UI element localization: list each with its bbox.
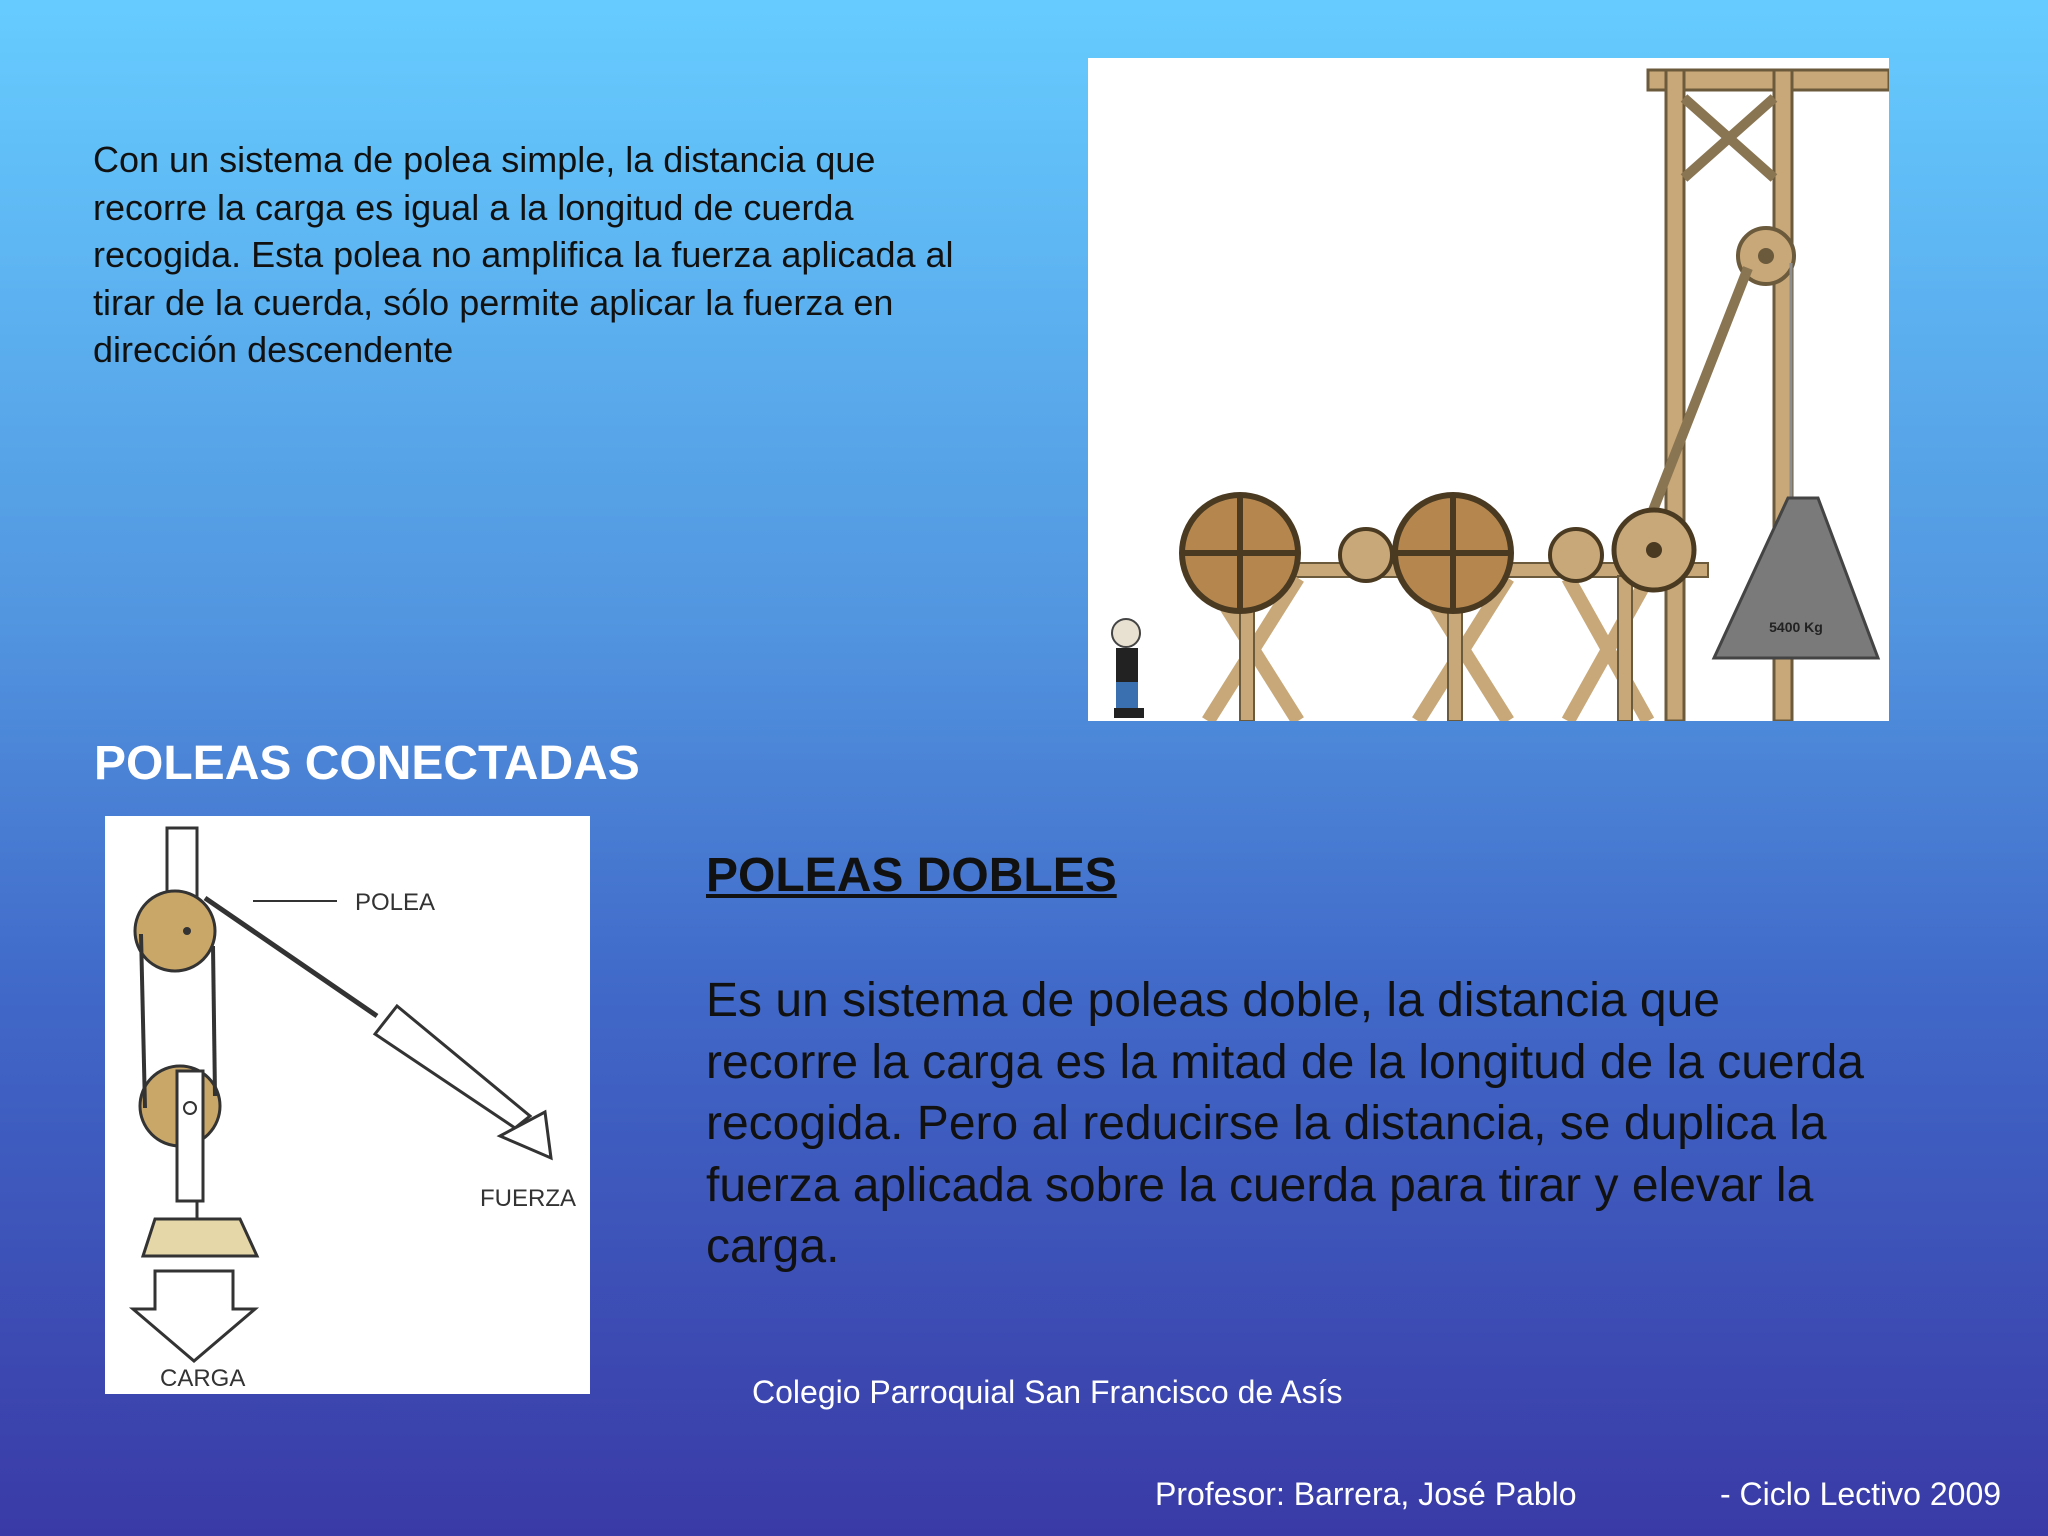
- pulley-system-drawing: [1088, 58, 1889, 721]
- load-arrow: [133, 1271, 255, 1361]
- dobles-line: fuerza aplicada sobre la cuerda para tirar y elevar la: [706, 1158, 1814, 1212]
- fuerza-label: FUERZA: [480, 1185, 576, 1212]
- dobles-paragraph: [706, 970, 2006, 1278]
- intro-line: dirección descendente: [93, 329, 454, 370]
- dobles-line: recogida. Pero al reducirse la distancia, se duplica la: [706, 1097, 1827, 1150]
- intro-line: Con un sistema de polea simple, la distancia que: [93, 139, 876, 180]
- section-title: POLEAS CONECTADAS: [94, 737, 640, 790]
- dobles-line: carga.: [706, 1220, 840, 1273]
- school-name: Colegio Parroquial San Francisco de Asís: [752, 1374, 1343, 1410]
- force-arrow: [375, 1006, 530, 1128]
- carga-label: CARGA: [160, 1365, 246, 1392]
- double-pulley-drawing: [105, 816, 590, 1394]
- pulley-system-illustration: [1088, 58, 1889, 721]
- intro-line: tirar de la cuerda, sólo permite aplicar la fuerza en: [93, 281, 894, 323]
- school-cycle: - Ciclo Lectivo 2009: [1720, 1476, 2002, 1512]
- intro-line: recorre la carga es igual a la longitud de cuerda: [93, 186, 854, 228]
- dobles-line: Es un sistema de poleas doble, la distancia que: [706, 974, 1720, 1027]
- load-block: [143, 1219, 257, 1256]
- weight-label: 5400 Kg: [1769, 619, 1823, 635]
- dobles-title: POLEAS DOBLES: [706, 849, 1117, 902]
- intro-line: recogida. Esta polea no amplifica la fuerza aplicada al: [93, 234, 954, 275]
- intro-paragraph: [93, 136, 1083, 374]
- polea-label: POLEA: [355, 889, 436, 916]
- double-pulley-diagram: [105, 816, 590, 1394]
- teacher-name: Profesor: Barrera, José Pablo: [1155, 1476, 1577, 1512]
- dobles-line: recorre la carga es la mitad de la longitud de la cuerda: [706, 1035, 1864, 1089]
